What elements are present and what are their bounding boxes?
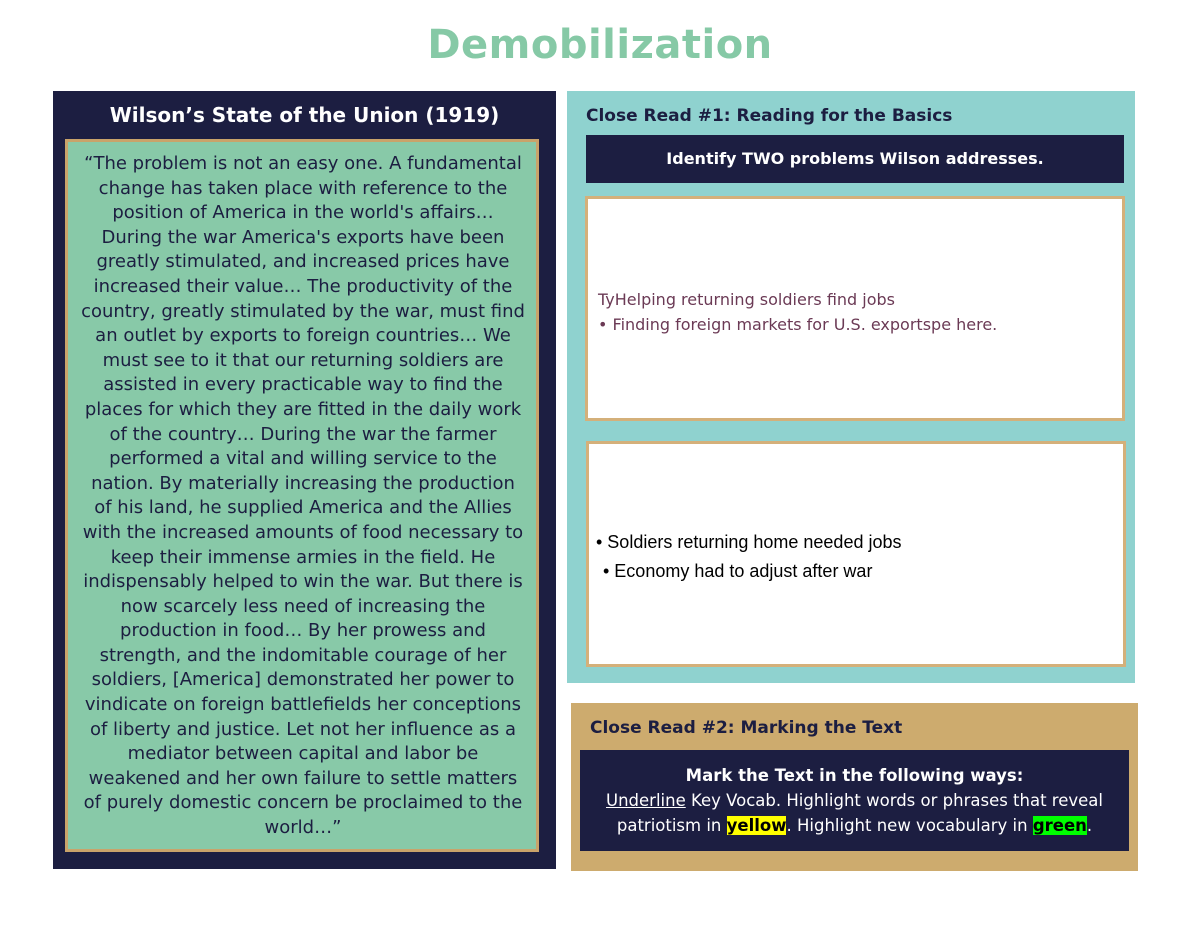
quote-line: indispensably helped to win the war. But there is — [83, 571, 523, 593]
quote-line: of liberty and justice. Let not her influence as a — [89, 718, 517, 740]
quote-line: production in food… By her prowess and — [120, 620, 486, 642]
quote-line: vindicate on foreign battlefields her conceptions — [84, 694, 522, 716]
source-panel — [53, 91, 556, 869]
instructions-text: Key Vocab. Highlight words or phrases that reveal — [685, 791, 1103, 810]
quote-line: must see to it that our returning soldiers are — [102, 349, 504, 371]
quote-line: position of America in the world's affairs… — [112, 202, 494, 224]
quote-line: country, greatly stimulated by the war, must find — [81, 300, 525, 322]
answer-1-text — [598, 287, 997, 337]
quote-box — [65, 139, 539, 852]
close-read-2-heading: Close Read #2: Marking the Text — [590, 718, 903, 738]
instructions-line-2 — [580, 813, 1129, 838]
quote-line: During the war America's exports have been — [101, 226, 505, 248]
instructions-text: . — [1086, 816, 1093, 835]
answer-box-2[interactable] — [586, 441, 1126, 667]
answer-2-line: • Soldiers returning home needed jobs — [596, 532, 902, 552]
quote-line: increased their value… The productivity of the — [93, 275, 513, 297]
answer-2-text — [596, 528, 902, 586]
close-read-2-panel — [571, 703, 1138, 871]
underline-word: Underline — [606, 791, 686, 810]
quote-line: with the increased amounts of food necessary to — [82, 521, 524, 543]
answer-box-1[interactable] — [585, 196, 1125, 421]
quote-line: of his land, he supplied America and the Allies — [94, 497, 512, 519]
close-read-1-prompt: Identify TWO problems Wilson addresses. — [586, 135, 1124, 183]
source-heading: Wilson’s State of the Union (1919) — [109, 103, 500, 127]
quote-line: mediator between capital and labor be — [127, 743, 479, 765]
quote-line: strength, and the indomitable courage of her — [99, 644, 507, 666]
quote-line: of purely domestic concern be proclaimed to the — [83, 792, 523, 814]
instructions-title: Mark the Text in the following ways: — [685, 766, 1024, 785]
page-title: Demobilization — [427, 22, 773, 68]
close-read-1-heading: Close Read #1: Reading for the Basics — [586, 106, 953, 126]
quote-line: keep their immense armies in the field. He — [110, 546, 496, 568]
quote-line: assisted in every practicable way to find the — [103, 374, 503, 396]
quote-line: performed a vital and willing service to the — [109, 448, 497, 470]
quote-line: nation. By materially increasing the production — [91, 472, 515, 494]
quote-line: places for which they are fitted in the daily work — [84, 398, 522, 420]
answer-1-line: • Finding foreign markets for U.S. exportspe here. — [598, 315, 998, 334]
instructions-text: patriotism in — [616, 816, 727, 835]
quote-line: weakened and her own failure to settle matters — [88, 767, 518, 789]
quote-line: change has taken place with reference to the — [98, 177, 508, 199]
quote-line: world…” — [264, 817, 342, 839]
answer-1-line: TyHelping returning soldiers find jobs — [598, 290, 896, 309]
marking-instructions — [580, 750, 1129, 851]
quote-line: an outlet by exports to foreign countries… We — [95, 325, 511, 347]
close-read-1-panel — [567, 91, 1135, 683]
yellow-highlight: yellow — [726, 816, 787, 835]
quote-line: soldiers, [America] demonstrated her power to — [91, 669, 515, 691]
answer-2-line: • Economy had to adjust after war — [603, 561, 873, 581]
quote-text — [76, 152, 530, 841]
quote-line: greatly stimulated, and increased prices have — [96, 251, 510, 273]
quote-line: of the country… During the war the farmer — [109, 423, 497, 445]
instructions-line-1 — [580, 788, 1129, 813]
quote-line: “The problem is not an easy one. A fundamental — [84, 153, 522, 174]
instructions-text: . Highlight new vocabulary in — [786, 816, 1033, 835]
quote-line: now scarcely less need of increasing the — [120, 595, 486, 617]
green-highlight: green — [1032, 816, 1087, 835]
